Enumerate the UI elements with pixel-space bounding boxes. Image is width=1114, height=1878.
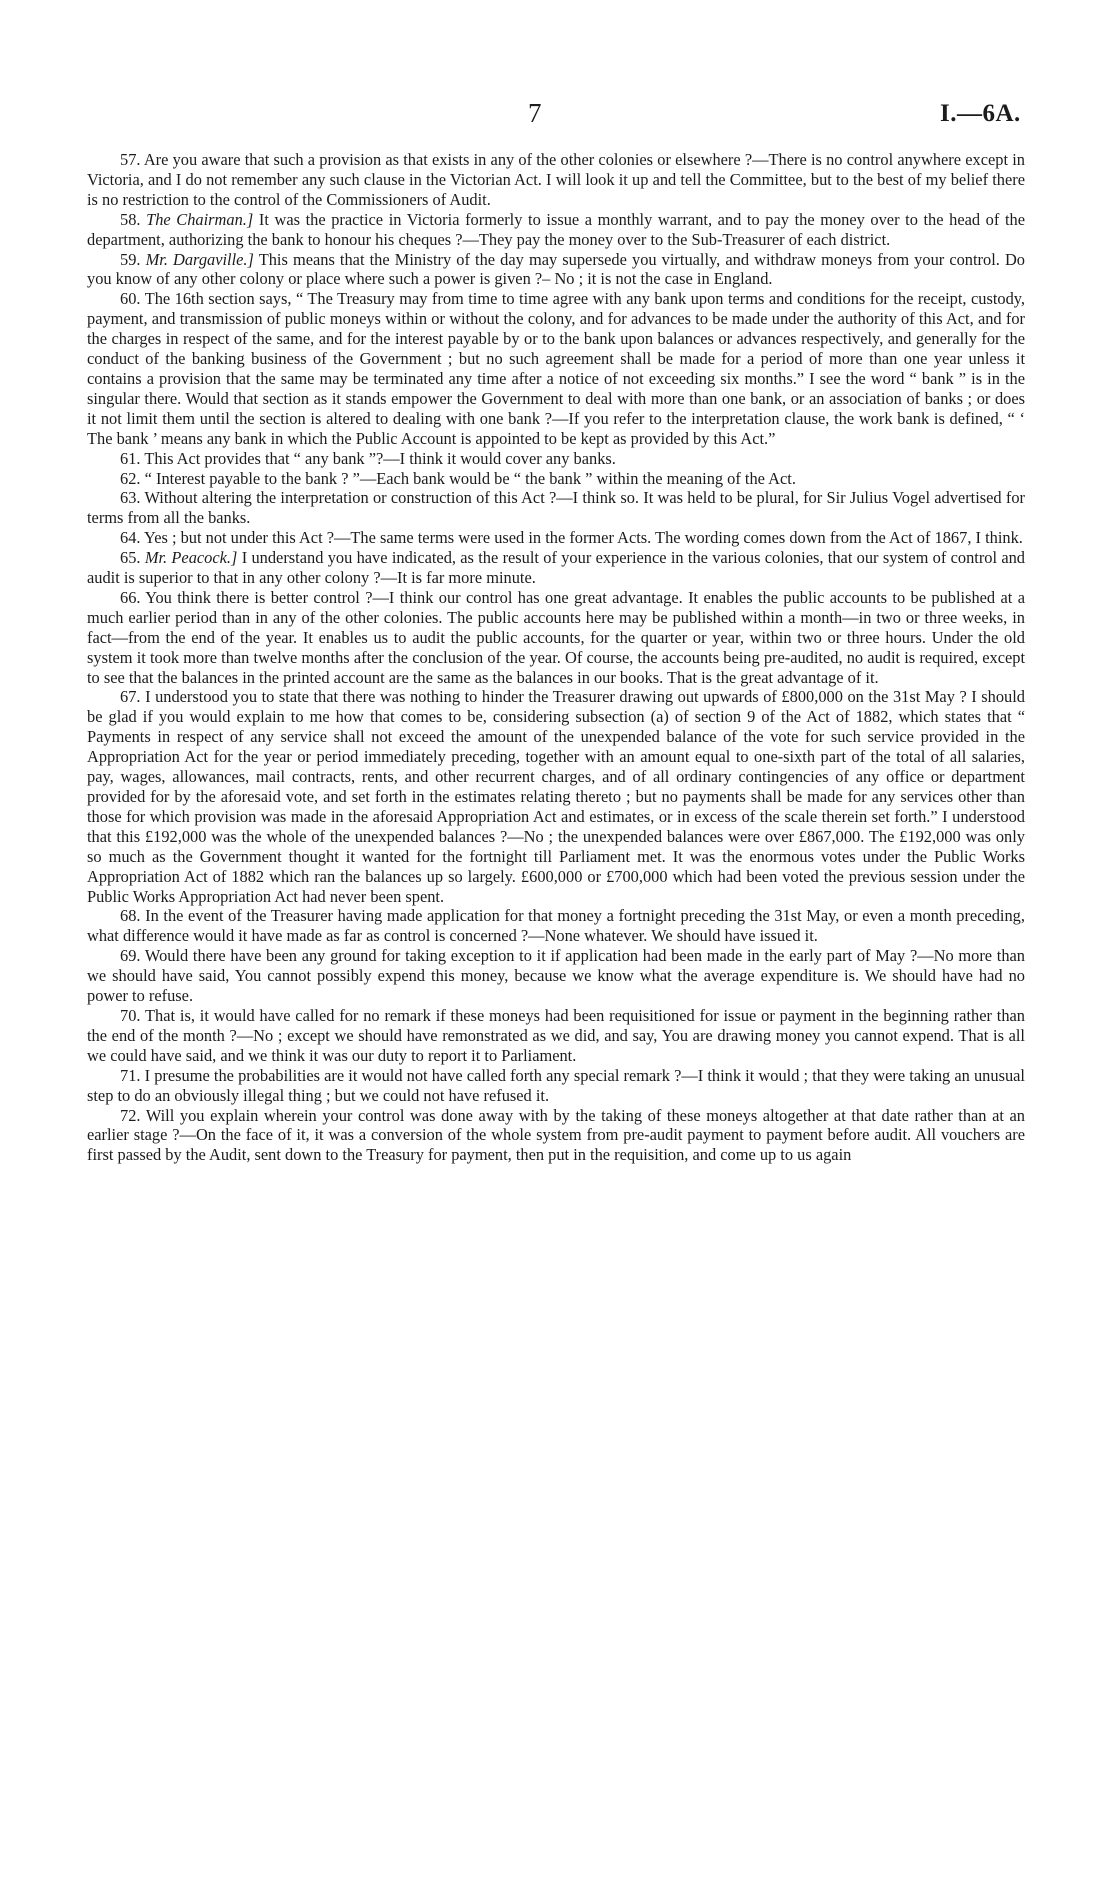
question-text: It was the practice in Victoria formerly to issue a monthly warrant, and to pay the money over to the head of the department, authorizing the bank to honour his cheques ?—They pay the money over to the Sub-Treasurer of each district. — [87, 209, 1025, 249]
question-text: This Act provides that “ any bank ”?—I think it would cover any banks. — [144, 448, 616, 468]
question-number: 71. — [120, 1065, 141, 1085]
question-61 — [87, 449, 1025, 469]
question-text: Are you aware that such a provision as that exists in any of the other colonies or elsewhere ?—There is no control anywhere except in Victoria, and I do not remember any such clause in the Victorian Act. I will look it up and tell the Committee, but to the best of my belief there is no restriction to the control of the Commissioners of Audit. — [87, 150, 1025, 209]
question-text: “ Interest payable to the bank ? ”—Each bank would be “ the bank ” within the meaning of the Act. — [144, 468, 796, 488]
question-62 — [87, 469, 1025, 489]
question-number: 66. — [120, 587, 141, 607]
question-text: In the event of the Treasurer having made application for that money a fortnight preceding the 31st May, or even a month preceding, what difference would it have made as far as control is concerned ?—None whatever. We should have issued it. — [87, 906, 1025, 946]
question-63 — [87, 488, 1025, 528]
question-text: Without altering the interpretation or construction of this Act ?—I think so. It was held to be plural, for Sir Julius Vogel advertised for terms from all the banks. — [87, 488, 1025, 528]
document-reference: I.—6A. — [940, 100, 1021, 127]
question-59 — [87, 250, 1025, 290]
question-67 — [87, 687, 1025, 906]
question-number: 60. — [120, 289, 141, 309]
question-text: I understand you have indicated, as the result of your experience in the various colonies, that our system of control and audit is superior to that in any other colony ?—It is far more minute. — [87, 548, 1025, 588]
question-65 — [87, 548, 1025, 588]
question-58 — [87, 210, 1025, 250]
question-text: The 16th section says, “ The Treasury may from time to time agree with any bank upon terms and conditions for the receipt, custody, payment, and transmission of public moneys within or without the colony, and for advances to be made under the authority of this Act, and for the charges in respect of the same, and for the interest payable by or to the bank upon balances or advances respectively, and generally for the conduct of the banking business of the Government ; but no such agreement shall be made for a period of more than one year unless it contains a provision that the same may be terminated any time after a notice of not exceeding six months.” I see the word “ bank ” is in the singular there. Would that section as it stands empower the Government to deal with more than one bank, or an association of banks ; or does it not limit them until the section is altered to dealing with one bank ?—If you refer to the interpretation clause, the work bank is defined, “ ‘ The bank ’ means any bank in which the Public Account is appointed to be kept as provided by this Act.” — [87, 289, 1025, 448]
question-number: 67. — [120, 687, 141, 707]
question-70 — [87, 1006, 1025, 1066]
question-66 — [87, 588, 1025, 688]
question-number: 72. — [120, 1105, 141, 1125]
question-text: I presume the probabilities are it would not have called forth any special remark ?—I think it would ; that they were taking an unusual step to do an obviously illegal thing ; but we could not have refused it. — [87, 1065, 1025, 1105]
question-68 — [87, 906, 1025, 946]
question-72 — [87, 1106, 1025, 1166]
question-71 — [87, 1066, 1025, 1106]
speaker-label: The Chairman.] — [146, 209, 254, 229]
question-text: You think there is better control ?—I think our control has one great advantage. It enables the public accounts to be published at a much earlier period than in any of the other colonies. The public accounts here may be published within a month—in two or three weeks, in fact—from the end of the year. It enables us to audit the public accounts, for the quarter or year, within two or three hours. Under the old system it took more than twelve months after the conclusion of the year. Of course, the accounts being pre-audited, no audit is required, except to see that the balances in the printed account are the same as the balances in our books. That is the great advantage of it. — [87, 587, 1025, 687]
question-text: This means that the Ministry of the day may supersede you virtually, and withdraw moneys from your control. Do you know of any other colony or place where such a power is given ?– No ; it is not the case in England. — [87, 249, 1025, 289]
question-number: 69. — [120, 946, 141, 966]
speaker-label: Mr. Dargaville.] — [145, 249, 254, 269]
question-number: 58. — [120, 209, 141, 229]
question-number: 57. — [120, 150, 141, 169]
question-number: 59. — [120, 249, 141, 269]
question-number: 68. — [120, 906, 141, 926]
question-number: 61. — [120, 448, 141, 468]
question-69 — [87, 946, 1025, 1006]
question-60 — [87, 289, 1025, 448]
question-text: Will you explain wherein your control was done away with by the taking of these moneys altogether at that date rather than at an earlier stage ?—On the face of it, it was a conversion of the whole system from pre-audit payment to payment before audit. All vouchers are first passed by the Audit, sent down to the Treasury for payment, then put in the requisition, and come up to us again — [87, 1105, 1025, 1165]
evidence-text — [87, 150, 1025, 1165]
question-text: Yes ; but not under this Act ?—The same terms were used in the former Acts. The wording comes down from the Act of 1867, I think. — [144, 528, 1023, 548]
question-number: 65. — [120, 548, 141, 568]
question-number: 63. — [120, 488, 141, 508]
question-text: That is, it would have called for no remark if these moneys had been requisitioned for issue or payment in the beginning rather than the end of the month ?—No ; except we should have remonstrated as we did, and say, You are drawing money you cannot expend. That is all we could have said, and we think it was our duty to report it to Parliament. — [87, 1005, 1025, 1065]
question-text: Would there have been any ground for taking exception to it if application had been made in the early part of May ?—No more than we should have said, You cannot possibly expend this money, because we know what the average expenditure is. We should have had no power to refuse. — [87, 946, 1025, 1006]
speaker-label: Mr. Peacock.] — [144, 548, 238, 568]
question-64 — [87, 528, 1025, 548]
question-text: I understood you to state that there was nothing to hinder the Treasurer drawing out upwards of £800,000 on the 31st May ? I should be glad if you would explain to me how that comes to be, considering subsection (a) of section 9 of the Act of 1882, which states that “ Payments in respect of any service shall not exceed the amount of the unexpended balance of the vote for such service provided in the Appropriation Act for the year or period immediately preceding, together with an amount equal to one-sixth part of the total of all salaries, pay, wages, allowances, mail contracts, rents, and other recurrent charges, and of all ordinary contingencies of any office or department provided for by the aforesaid vote, and set forth in the estimates relating thereto ; but no payments shall be made for any services other than those for which provision was made in the aforesaid Appropriation Act and estimates, or in excess of the scale therein set forth.” I understood that this £192,000 was the whole of the unexpended balances ?—No ; the unexpended balances were over £867,000. The £192,000 was only so much as the Government thought it wanted for the fortnight till Parliament met. It was the enormous votes under the Public Works Appropriation Act of 1882 which ran the balances up so largely. £600,000 or £700,000 which had been voted the previous session under the Public Works Appropriation Act had never been spent. — [87, 687, 1025, 906]
question-number: 64. — [120, 528, 141, 548]
question-number: 62. — [120, 468, 141, 488]
question-57 — [87, 150, 1025, 210]
question-number: 70. — [120, 1005, 141, 1025]
page-number: 7 — [528, 98, 542, 128]
